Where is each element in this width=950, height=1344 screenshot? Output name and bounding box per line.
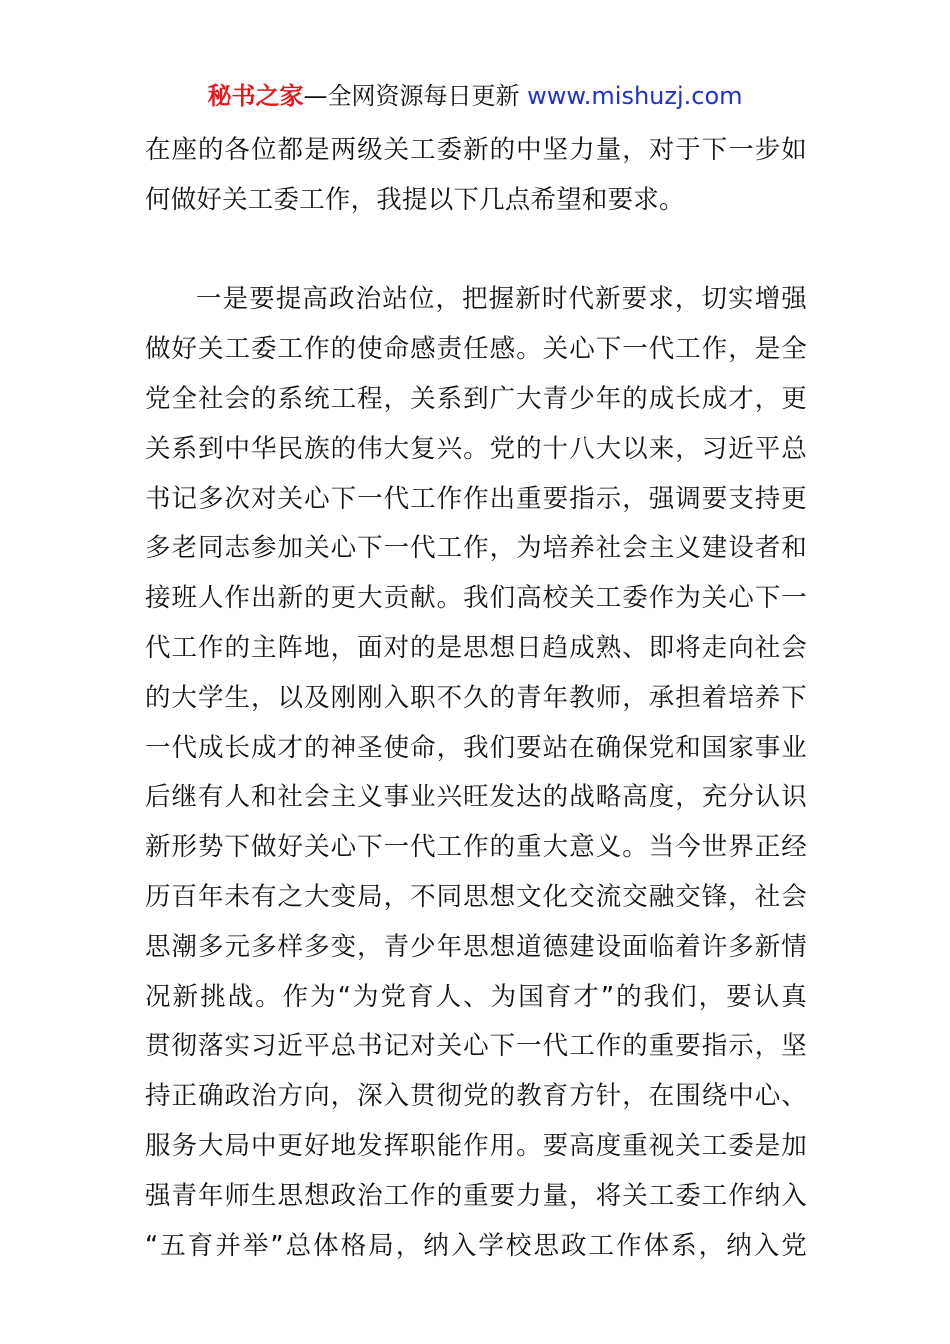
paragraph-line: 新形势下做好关心下一代工作的重大意义。当今世界正经 — [145, 832, 807, 863]
paragraph-line: 持正确政治方向，深入贯彻党的教育方针，在围绕中心、 — [145, 1081, 807, 1112]
brand-name: 秘书之家 — [207, 82, 304, 110]
paragraph-line: 服务大局中更好地发挥职能作用。要高度重视关工委是加 — [145, 1130, 807, 1161]
paragraph-line: 在座的各位都是两级关工委新的中坚力量，对于下一步如 — [145, 135, 807, 165]
paragraph-line: 一代成长成才的神圣使命，我们要站在确保党和国家事业 — [145, 732, 807, 763]
paragraph-line: “五育并举”总体格局，纳入学校思政工作体系，纳入党 — [145, 1230, 807, 1261]
paragraph-line: 思潮多元多样多变，青少年思想道德建设面临着许多新情 — [145, 931, 807, 962]
paragraph-line: 何做好关工委工作，我提以下几点希望和要求。 — [145, 184, 685, 215]
paragraph-line: 党全社会的系统工程，关系到广大青少年的成长成才，更 — [145, 383, 807, 414]
paragraph-line: 贯彻落实习近平总书记对关心下一代工作的重要指示，坚 — [145, 1031, 807, 1062]
paragraph-line: 后继有人和社会主义事业兴旺发达的战略高度，充分认识 — [145, 782, 807, 813]
document-body — [145, 126, 807, 1271]
website-link[interactable]: www.mishuzj.com — [527, 82, 743, 110]
page-header — [0, 78, 950, 114]
paragraph-1 — [145, 126, 807, 226]
paragraph-line: 接班人作出新的更大贡献。我们高校关工委作为关心下一 — [145, 583, 807, 614]
header-slogan: —全网资源每日更新 — [303, 82, 520, 110]
paragraph-2 — [145, 275, 807, 1271]
paragraph-line: 的大学生，以及刚刚入职不久的青年教师，承担着培养下 — [145, 682, 807, 713]
paragraph-line: 书记多次对关心下一代工作作出重要指示，强调要支持更 — [145, 483, 807, 514]
paragraph-line: 一是要提高政治站位，把握新时代新要求，切实增强 — [196, 284, 807, 315]
paragraph-line: 多老同志参加关心下一代工作，为培养社会主义建设者和 — [145, 533, 807, 564]
paragraph-line: 代工作的主阵地，面对的是思想日趋成熟、即将走向社会 — [145, 632, 807, 663]
paragraph-line: 况新挑战。作为“为党育人、为国育才”的我们，要认真 — [145, 981, 807, 1012]
paragraph-line: 历百年未有之大变局，不同思想文化交流交融交锋，社会 — [145, 881, 807, 912]
paragraph-line: 强青年师生思想政治工作的重要力量，将关工委工作纳入 — [145, 1180, 807, 1211]
paragraph-line: 关系到中华民族的伟大复兴。党的十八大以来，习近平总 — [145, 433, 807, 464]
paragraph-line: 做好关工委工作的使命感责任感。关心下一代工作，是全 — [145, 334, 807, 365]
